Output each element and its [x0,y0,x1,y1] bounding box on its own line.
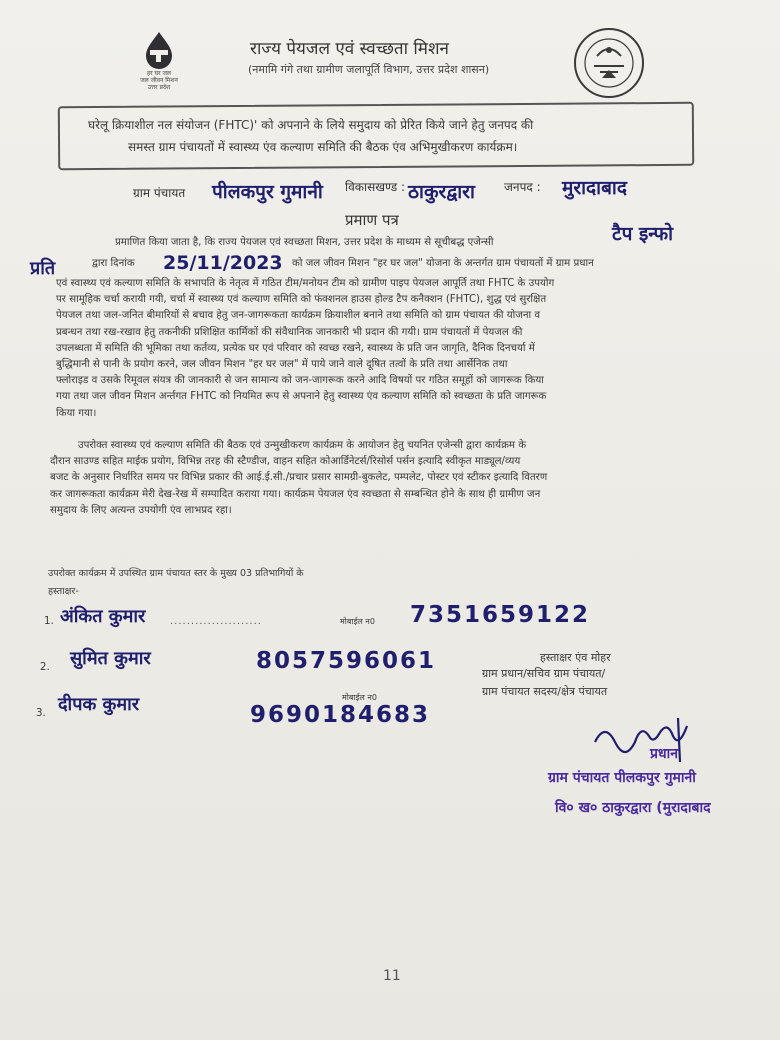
district-value: मुरादाबाद [562,177,627,199]
logo-caption-3: उत्तर प्रदेश [147,84,171,91]
signatory-line-2: ग्राम पंचायत सदस्य/क्षेत्र पंचायत [482,685,608,698]
gram-panchayat-value: पीलकपुर गुमानी [212,181,323,203]
intro-text-line: प्रबन्धन तथा रख-रखाव हेतु तकनीकी प्रशिक्षित कार्मिकों की संवैधानिक जानकारी भी प्रदान की गयी। ग्राम पंचायतों में पेयजल की [56,326,523,338]
district-label: जनपद : [504,180,541,194]
participant-1-mobile: 7351659122 [410,602,591,628]
participants-intro: उपरोक्त कार्यक्रम में उपस्थित ग्राम पंचायत स्तर के मुख्य 03 प्रतिभागियों के [48,568,304,579]
signature-scribble-icon [590,712,700,772]
participant-3-number: 3. [36,708,46,719]
mobile-label-3: मोबाईल न0 [342,693,377,702]
mission-title: राज्य पेयजल एवं स्वच्छता मिशन [250,39,449,59]
block-value: ठाकुरद्वारा [408,181,475,203]
participants-signature-label: हस्ताक्षर- [48,586,79,597]
intro-text-line: गया तथा जल जीवन मिशन अर्न्तगत FHTC को नियमित रूप से अपनाने हेतु स्वास्थ्य एंव कल्याण समिति को स्वच्छता के प्रति जागरूक [56,391,547,403]
logo-caption-1: हर घर जल [147,70,171,77]
state-seal-icon [572,26,646,100]
certificate-title: प्रमाण पत्र [345,211,399,229]
stamp-line-2: वि० ख० ठाकुरद्वारा (मुरादाबाद [555,800,711,816]
gram-panchayat-label: ग्राम पंचायत [133,186,186,200]
participant-3-mobile: 9690184683 [250,702,431,728]
intro-line-2: को जल जीवन मिशन "हर घर जल" योजना के अन्तर्गत ग्राम पंचायतों में ग्राम प्रधान [292,258,594,269]
intro-line-1: प्रमाणित किया जाता है, कि राज्य पेयजल एवं स्वच्छता मिशन, उत्तर प्रदेश के माध्यम से सूचीबद्ध एजेन्सी [115,237,494,248]
participant-1-name: अंकित कुमार [60,606,146,627]
intro-text-line: पेयजल तथा जल-जनित बीमारियों से बचाव हेतु जन-जागरूकता कार्यक्रम क्रियाशील बनाने तथा समिति को ग्राम पंचायत की योजना व [56,310,541,322]
participant-2-name: सुमित कुमार [70,648,151,669]
participant-1-number: 1. [44,616,54,627]
page-number: 11 [383,968,401,984]
prefix-handwritten: प्रति [30,258,56,279]
banner-line-2: समस्त ग्राम पंचायतों में स्वास्थ्य एंव कल्याण समिति की बैठक एंव अभिमुखीकरण कार्यक्रम। [128,140,518,154]
program-date-handwritten: 25/11/2023 [163,252,283,274]
arrangement-text-line: दौरान साउण्ड सहित माईक प्रयोग, विभिन्न तरह की स्टैण्डीज, वाहन सहित कोआर्डिनेटर्स/रिसोर्स पर्सन इत्यादि स्वीकृत माड्यूल/व्यय [50,456,521,468]
intro-text-line: उपलब्धता में समिति की भूमिका तथा कर्तव्य, प्रत्येक घर एवं परिवार को स्वच्छ रखने, स्वास्थ्य के प्रति जन जागृति, दैनिक दिनचर्या में [56,342,535,354]
block-label: विकासखण्ड : [345,180,406,194]
intro-text-line: फ्लोराइड व उसके रिमूवल संयत्र की जानकारी से जन सामान्य को जन-जागरूक करने आदि विषयों पर गठित समूहों को जागरूक किया [56,375,544,387]
intro-text-line: बुद्धिमानी से पानी के प्रयोग करने, जल जीवन मिशन "हर घर जल" में पाये जाने वाले दूषित तत्वों के प्रति तथा आर्सेनिक तथा [56,359,508,371]
program-banner-box [58,102,694,170]
arrangement-text-line: समुदाय के लिए अत्यन्त उपयोगी एंव लाभप्रद रहा। [50,504,232,516]
mission-subtitle: (नमामि गंगे तथा ग्रामीण जलापूर्ति विभाग, उत्तर प्रदेश शासन) [248,63,490,76]
banner-line-1: घरेलू क्रियाशील नल संयोजन (FHTC)' को अपनाने के लिये समुदाय को प्रेरित किये जाने हेतु जनपद की [88,118,534,132]
intro-text-line: किया गया। [56,407,97,419]
intro-text-line: पर सामूहिक चर्चा करायी गयी, चर्चा में स्वास्थ्य एवं कल्याण समिति को फंक्शनल हाउस होल्ड टैप कनैक्शन (FHTC), शुद्ध एवं सुरक्षित [56,294,547,306]
participant-2-mobile: 8057596061 [256,648,437,674]
agency-name-handwritten: टैप इन्फो [612,223,674,245]
water-tap-icon [128,30,190,70]
intro-text-line: एवं स्वास्थ्य एवं कल्याण समिति के सभापति के नेतृत्व में गठित टीम/मनोयन टीम को ग्रामीण पाइप पेयजल आपूर्ति तथा FHTC के उपयोग [56,278,555,289]
logo-caption-2: जल जीवन मिशन [140,77,178,84]
signatory-heading: हस्ताक्षर एंव मोहर [540,651,611,664]
signature-dotted-line: ...................... [170,616,262,627]
stamp-title: प्रधान [650,746,678,762]
arrangement-paragraph [50,438,547,519]
har-ghar-jal-logo [128,30,190,96]
participant-2-number: 2. [40,662,50,673]
participant-3-name: दीपक कुमार [58,694,140,715]
signatory-line-1: ग्राम प्रधान/सचिव ग्राम पंचायत/ [482,667,606,680]
intro-date-label: द्वारा दिनांक [92,258,135,269]
arrangement-text-line: उपरोक्त स्वास्थ्य एवं कल्याण समिति की बैठक एवं उन्मुखीकरण कार्यक्रम के आयोजन हेतु चयनित एजेन्सी द्वारा कार्यक्रम के [78,440,527,451]
pradhan-signature [590,712,700,772]
intro-paragraph [56,276,554,422]
up-government-emblem [572,26,646,100]
mobile-label-1: मोबाईल न0 [340,617,375,626]
arrangement-text-line: कर जागरूकता कार्यक्रम मेरी देख-रेख में सम्पादित कराया गया। कार्यक्रम पेयजल एंव स्वच्छता से सम्बन्धित होने के साथ ही ग्रामीण जन [50,488,541,500]
stamp-line-1: ग्राम पंचायत पीलकपुर गुमानी [548,770,696,786]
arrangement-text-line: बजट के अनुसार निर्धारित समय पर विभिन्न प्रकार की आई.ई.सी./प्रचार प्रसार सामग्री-बुकलेट, पम्पलेट, पोस्टर एवं स्टीकर इत्यादि वितरण [50,472,548,484]
